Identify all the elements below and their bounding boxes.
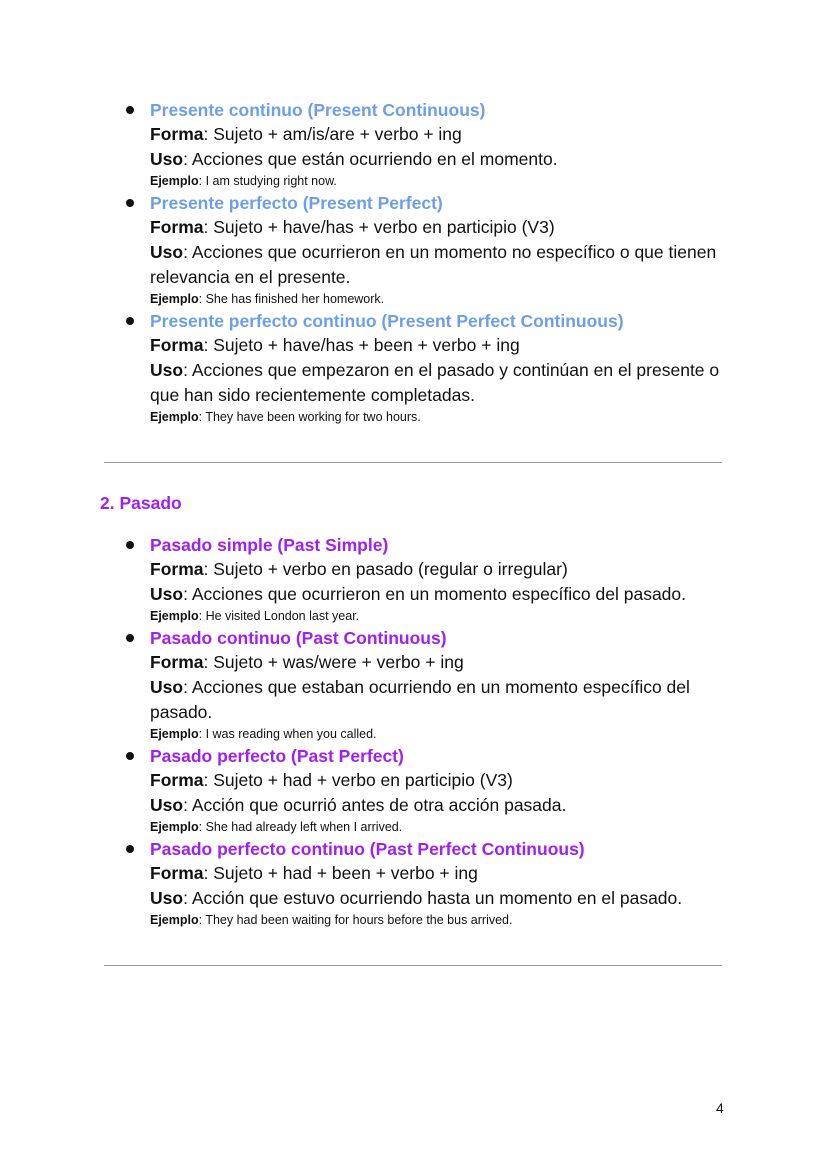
- forma-text: : Sujeto + am/is/are + verbo + ing: [203, 124, 462, 144]
- ejemplo-text: : They had been waiting for hours before the bus arrived.: [198, 913, 513, 927]
- uso-line: [150, 147, 730, 172]
- ejemplo-label: Ejemplo: [150, 174, 199, 188]
- tense-title: Presente continuo (Present Continuous): [150, 100, 486, 120]
- ejemplo-line: [150, 911, 730, 930]
- uso-line: [150, 793, 730, 818]
- bullet-icon: [126, 541, 134, 549]
- horizontal-divider: [104, 462, 722, 463]
- uso-label: Uso: [150, 149, 184, 169]
- forma-label: Forma: [150, 124, 204, 144]
- tense-title: Pasado perfecto (Past Perfect): [150, 746, 404, 766]
- ejemplo-text: : She has finished her homework.: [198, 292, 385, 306]
- uso-text: : Acciones que están ocurriendo en el momento.: [183, 149, 558, 169]
- forma-label: Forma: [150, 559, 204, 579]
- ejemplo-label: Ejemplo: [150, 410, 199, 424]
- ejemplo-line: [150, 607, 730, 626]
- section-heading: 2. Pasado: [100, 493, 182, 513]
- forma-line: [150, 333, 730, 358]
- tense-title: Pasado continuo (Past Continuous): [150, 628, 447, 648]
- tense-title: Presente perfecto continuo (Present Perfect Continuous): [150, 311, 624, 331]
- forma-text: : Sujeto + have/has + been + verbo + ing: [203, 335, 520, 355]
- uso-text: : Acción que estuvo ocurriendo hasta un momento en el pasado.: [183, 888, 683, 908]
- horizontal-divider: [104, 965, 722, 966]
- uso-label: Uso: [150, 795, 184, 815]
- bullet-icon: [126, 634, 134, 642]
- ejemplo-line: [150, 818, 730, 837]
- uso-text: : Acciones que ocurrieron en un momento no específico o que tienen relevancia en el presente.: [150, 242, 717, 287]
- uso-label: Uso: [150, 584, 184, 604]
- tense-title: Pasado perfecto continuo (Past Perfect Continuous): [150, 839, 585, 859]
- ejemplo-text: : She had already left when I arrived.: [198, 820, 403, 834]
- uso-text: : Acción que ocurrió antes de otra acción pasada.: [183, 795, 567, 815]
- forma-line: [150, 557, 730, 582]
- list-item: [0, 533, 730, 626]
- bullet-icon: [126, 752, 134, 760]
- ejemplo-line: [150, 725, 730, 744]
- ejemplo-label: Ejemplo: [150, 609, 199, 623]
- forma-text: : Sujeto + verbo en pasado (regular o irregular): [203, 559, 568, 579]
- past-tense-list: [0, 533, 730, 930]
- list-item: [0, 626, 730, 744]
- uso-label: Uso: [150, 360, 184, 380]
- ejemplo-text: : I was reading when you called.: [198, 727, 377, 741]
- ejemplo-label: Ejemplo: [150, 820, 199, 834]
- forma-line: [150, 861, 730, 886]
- ejemplo-label: Ejemplo: [150, 727, 199, 741]
- list-item: [0, 98, 730, 191]
- forma-text: : Sujeto + had + verbo en participio (V3): [203, 770, 513, 790]
- forma-line: [150, 122, 730, 147]
- forma-label: Forma: [150, 770, 204, 790]
- bullet-icon: [126, 199, 134, 207]
- ejemplo-text: : They have been working for two hours.: [198, 410, 421, 424]
- bullet-icon: [126, 845, 134, 853]
- bullet-icon: [126, 106, 134, 114]
- uso-text: : Acciones que empezaron en el pasado y continúan en el presente o que han sido recientemente completadas.: [150, 360, 720, 405]
- forma-text: : Sujeto + have/has + verbo en participio (V3): [203, 217, 555, 237]
- forma-text: : Sujeto + was/were + verbo + ing: [203, 652, 464, 672]
- forma-line: [150, 215, 730, 240]
- uso-label: Uso: [150, 242, 184, 262]
- ejemplo-line: [150, 408, 730, 427]
- forma-line: [150, 650, 730, 675]
- uso-label: Uso: [150, 888, 184, 908]
- list-item: [0, 309, 730, 427]
- forma-label: Forma: [150, 863, 204, 883]
- ejemplo-line: [150, 172, 730, 191]
- ejemplo-text: : He visited London last year.: [198, 609, 360, 623]
- forma-label: Forma: [150, 652, 204, 672]
- uso-line: [150, 240, 730, 290]
- present-tense-list: [0, 98, 730, 427]
- forma-line: [150, 768, 730, 793]
- bullet-icon: [126, 317, 134, 325]
- forma-label: Forma: [150, 217, 204, 237]
- page-number: 4: [716, 1100, 724, 1116]
- uso-label: Uso: [150, 677, 184, 697]
- uso-text: : Acciones que ocurrieron en un momento específico del pasado.: [183, 584, 687, 604]
- forma-text: : Sujeto + had + been + verbo + ing: [203, 863, 478, 883]
- uso-line: [150, 358, 730, 408]
- ejemplo-text: : I am studying right now.: [198, 174, 337, 188]
- tense-title: Pasado simple (Past Simple): [150, 535, 389, 555]
- ejemplo-line: [150, 290, 730, 309]
- list-item: [0, 191, 730, 309]
- tense-title: Presente perfecto (Present Perfect): [150, 193, 443, 213]
- uso-text: : Acciones que estaban ocurriendo en un momento específico del pasado.: [150, 677, 690, 722]
- uso-line: [150, 886, 730, 911]
- uso-line: [150, 675, 730, 725]
- ejemplo-label: Ejemplo: [150, 913, 199, 927]
- forma-label: Forma: [150, 335, 204, 355]
- list-item: [0, 837, 730, 930]
- ejemplo-label: Ejemplo: [150, 292, 199, 306]
- list-item: [0, 744, 730, 837]
- uso-line: [150, 582, 730, 607]
